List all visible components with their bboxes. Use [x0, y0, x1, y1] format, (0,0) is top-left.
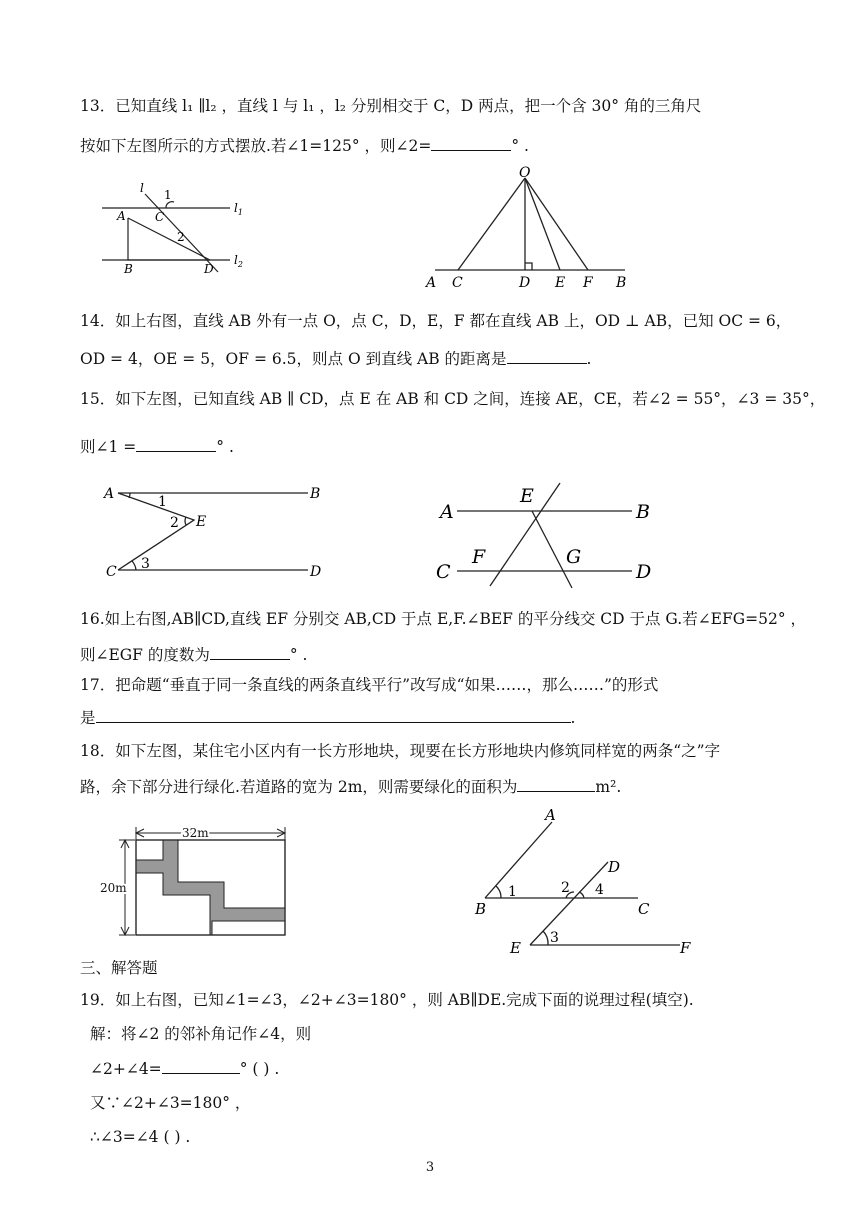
q17-answer-blank[interactable] — [96, 708, 571, 723]
q15-answer-blank[interactable] — [136, 437, 216, 452]
q18-answer-blank[interactable] — [517, 777, 595, 792]
fig13-label-2: 2 — [177, 230, 185, 244]
fig14-label-F: F — [583, 275, 593, 291]
q13-text-b: ° . — [511, 137, 529, 155]
fig16-label-B: B — [636, 501, 650, 523]
fig13-label-1: 1 — [164, 188, 172, 202]
q15-text-a: 则∠1 = — [80, 438, 137, 456]
q16-answer-blank[interactable] — [210, 645, 290, 660]
q16-text-a: 则∠EGF 的度数为 — [80, 646, 210, 664]
fig15-label-D: D — [310, 564, 322, 580]
q19-answer-blank[interactable] — [162, 1059, 240, 1074]
q19-line3 — [90, 1059, 279, 1079]
q19-line2: 解：将∠2 的邻补角记作∠4，则 — [90, 1025, 312, 1043]
fig13-label-A: A — [117, 209, 126, 223]
q19-line5: ∴∠3=∠4 ( ) . — [90, 1128, 191, 1146]
fig15-label-E: E — [196, 514, 207, 530]
q19-text-b: ° ( ) . — [239, 1060, 280, 1078]
figure-18 — [100, 820, 295, 945]
fig13-label-l: l — [140, 181, 144, 195]
fig16-label-G: G — [566, 546, 582, 568]
fig16-label-C: C — [436, 561, 451, 583]
fig14-label-E: E — [555, 275, 566, 291]
q14-line1: 14．如上右图，直线 AB 外有一点 O，点 C，D，E，F 都在直线 AB 上，OD ⊥ AB，已知 OC = 6， — [80, 312, 792, 330]
fig14-label-B: B — [616, 275, 627, 291]
fig15-label-C: C — [106, 564, 117, 580]
q14-answer-blank[interactable] — [507, 349, 587, 364]
fig18-label-width: 32m — [182, 826, 209, 840]
q18-line2 — [80, 777, 621, 797]
fig15-label-B: B — [310, 486, 321, 502]
figure-13 — [100, 180, 260, 275]
q17-line1: 17．把命题“垂直于同一条直线的两条直线平行”改写成“如果……，那么……”的形式 — [80, 676, 659, 694]
q18-line1: 18．如下左图，某住宅小区内有一长方形地块，现要在长方形地块内修筑同样宽的两条“之”字 — [80, 742, 721, 760]
q17-line2 — [80, 708, 575, 728]
fig13-label-l1: $l_1$ — [234, 201, 243, 217]
fig19-label-D: D — [608, 858, 621, 876]
q13-line1: 13．已知直线 l₁ ∥l₂ ，直线 l 与 l₁ ，l₂ 分别相交于 C，D 两点，把一个含 30° 角的三角尺 — [80, 97, 702, 115]
fig13-label-C: C — [155, 210, 165, 224]
q18-text-b: m². — [595, 778, 622, 796]
q13-text-a: 按如下左图所示的方式摆放.若∠1=125° ，则∠2= — [80, 137, 432, 155]
page-number: 3 — [425, 1160, 435, 1175]
fig19-label-4: 4 — [595, 882, 604, 898]
fig16-label-E: E — [520, 485, 534, 507]
q17-text-a: 是 — [80, 709, 96, 727]
fig19-label-2: 2 — [561, 880, 570, 896]
q14-line2 — [80, 349, 591, 369]
q16-line1: 16.如上右图,AB∥CD,直线 EF 分别交 AB,CD 于点 E,F.∠BEF 的平分线交 CD 于点 G.若∠EFG=52° ， — [80, 610, 807, 628]
q19-text-a: ∠2+∠4= — [90, 1060, 162, 1078]
q17-text-b: . — [570, 709, 576, 727]
q15-line1: 15．如下左图，已知直线 AB ∥ CD，点 E 在 AB 和 CD 之间，连接 AE，CE，若∠2 = 55°，∠3 = 35°， — [80, 390, 826, 408]
fig15-label-2: 2 — [170, 515, 179, 531]
q14-text-a: OD = 4，OE = 5，OF = 6.5，则点 O 到直线 AB 的距离是 — [80, 350, 507, 368]
figure-16 — [432, 478, 667, 588]
fig15-label-1: 1 — [158, 494, 167, 510]
q19-line4: 又∵∠2+∠3=180° ， — [90, 1094, 251, 1112]
fig19-label-E: E — [510, 939, 521, 957]
q16-line2 — [80, 645, 307, 665]
fig18-label-height: 20m — [100, 881, 127, 895]
fig19-label-A: A — [545, 806, 556, 824]
fig19-label-1: 1 — [508, 884, 517, 900]
q15-text-b: ° . — [216, 438, 234, 456]
fig16-label-A: A — [440, 501, 454, 523]
fig15-label-3: 3 — [141, 556, 150, 572]
figure-19 — [470, 800, 710, 960]
q16-text-b: ° . — [289, 646, 308, 664]
fig14-label-D: D — [519, 275, 531, 291]
fig13-label-D: D — [204, 262, 214, 276]
q14-text-b: . — [586, 350, 592, 368]
fig16-label-F: F — [472, 546, 486, 568]
fig19-label-3: 3 — [550, 930, 559, 946]
q13-answer-blank[interactable] — [431, 136, 511, 151]
fig14-label-A: A — [426, 275, 437, 291]
fig19-label-F: F — [680, 939, 691, 957]
figure-14 — [420, 163, 640, 293]
fig13-label-l2: $l_2$ — [234, 253, 243, 269]
fig15-label-A: A — [104, 486, 115, 502]
figure-15 — [100, 478, 340, 588]
section-3-heading: 三、解答题 — [80, 959, 158, 977]
q18-text-a: 路，余下部分进行绿化.若道路的宽为 2m，则需要绿化的面积为 — [80, 778, 518, 796]
q19-line1: 19．如上右图，已知∠1=∠3，∠2+∠3=180° ，则 AB∥DE.完成下面的说理过程(填空). — [80, 991, 694, 1009]
fig19-label-B: B — [475, 900, 487, 918]
fig14-label-C: C — [452, 275, 463, 291]
fig14-label-O: O — [519, 165, 531, 181]
q13-line2 — [80, 136, 529, 156]
fig19-label-C: C — [638, 900, 650, 918]
q15-line2 — [80, 437, 234, 457]
fig16-label-D: D — [636, 561, 652, 583]
fig13-label-B: B — [124, 262, 133, 276]
